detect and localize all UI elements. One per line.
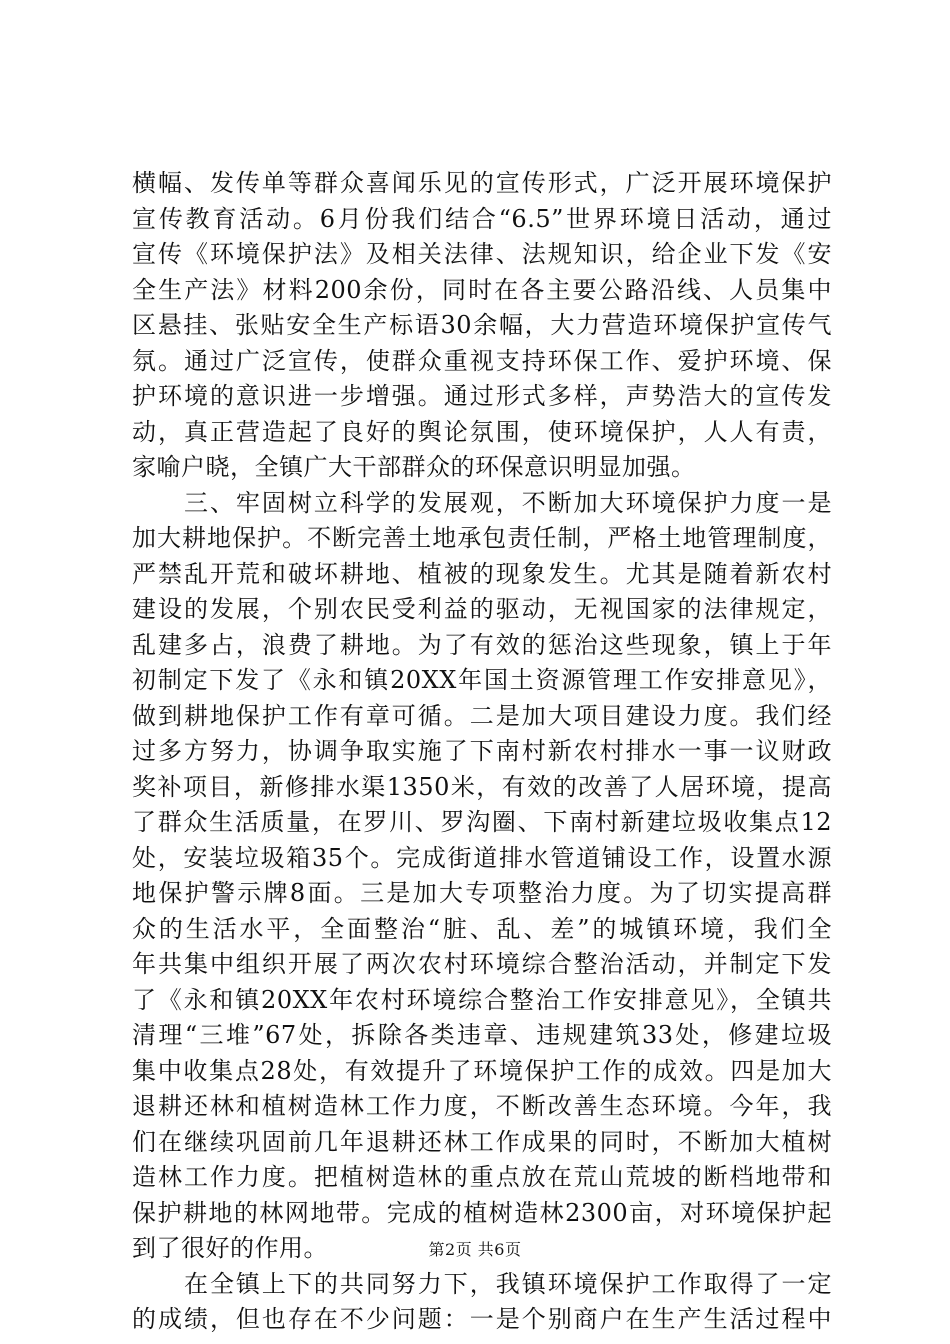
- text-line: 过多方努力，协调争取实施了下南村新农村排水一事一议财政: [132, 737, 832, 765]
- text-line: 氛。通过广泛宣传，使群众重视支持环保工作、爱护环境、保: [132, 346, 832, 375]
- document-body: [132, 166, 832, 1338]
- text-line: 造林工作力度。把植树造林的重点放在荒山荒坡的断档地带和: [132, 1163, 832, 1191]
- text-line: 在全镇上下的共同努力下，我镇环境保护工作取得了一定: [132, 1269, 832, 1298]
- text-line: 三、牢固树立科学的发展观，不断加大环境保护力度一是: [132, 488, 832, 517]
- text-line: 们在继续巩固前几年退耕还林工作成果的同时，不断加大植树: [132, 1127, 832, 1156]
- text-line: 家喻户晓，全镇广大干部群众的环保意识明显加强。: [132, 453, 696, 481]
- text-line: 区悬挂、张贴安全生产标语30余幅，大力营造环境保护宣传气: [132, 311, 832, 339]
- text-line: 宣传《环境保护法》及相关法律、法规知识，给企业下发《安: [132, 240, 832, 268]
- text-line: 严禁乱开荒和破坏耕地、植被的现象发生。尤其是随着新农村: [132, 559, 832, 588]
- text-line: 动，真正营造起了良好的舆论氛围，使环境保护，人人有责，: [132, 417, 832, 446]
- text-line: 乱建多占，浪费了耕地。为了有效的惩治这些现象，镇上于年: [132, 630, 832, 659]
- text-line: 集中收集点28处，有效提升了环境保护工作的成效。四是加大: [132, 1056, 832, 1085]
- text-line: 众的生活水平，全面整治“脏、乱、差”的城镇环境，我们全: [132, 914, 832, 943]
- text-line: 的成绩，但也存在不少问题：一是个别商户在生产生活过程中: [132, 1305, 832, 1333]
- text-line: 做到耕地保护工作有章可循。二是加大项目建设力度。我们经: [132, 701, 832, 730]
- text-line: 建设的发展，个别农民受利益的驱动，无视国家的法律规定，: [132, 595, 832, 623]
- text-line: 加大耕地保护。不断完善土地承包责任制，严格土地管理制度，: [132, 524, 832, 552]
- text-line: 保护耕地的林网地带。完成的植树造林2300亩，对环境保护起: [132, 1198, 832, 1227]
- text-line: 初制定下发了《永和镇20XX年国土资源管理工作安排意见》，: [132, 666, 832, 694]
- text-line: 奖补项目，新修排水渠1350米，有效的改善了人居环境，提高: [132, 772, 832, 801]
- text-line: 退耕还林和植树造林工作力度，不断改善生态环境。今年，我: [132, 1092, 832, 1120]
- text-line: 护环境的意识进一步增强。通过形式多样，声势浩大的宣传发: [132, 382, 832, 410]
- text-line: 清理“三堆”67处，拆除各类违章、违规建筑33处，修建垃圾: [132, 1021, 832, 1049]
- text-line: 处，安装垃圾箱35个。完成街道排水管道铺设工作，设置水源: [132, 843, 832, 872]
- text-line: 了群众生活质量，在罗川、罗沟圈、下南村新建垃圾收集点12: [132, 808, 832, 836]
- text-line: 全生产法》材料200余份，同时在各主要公路沿线、人员集中: [132, 275, 832, 304]
- text-line: 地保护警示牌8面。三是加大专项整治力度。为了切实提高群: [132, 879, 832, 907]
- text-line: 年共集中组织开展了两次农村环境综合整治活动，并制定下发: [132, 950, 832, 978]
- text-line: 了《永和镇20XX年农村环境综合整治工作安排意见》，全镇共: [132, 985, 832, 1014]
- text-line: 宣传教育活动。6月份我们结合“6.5”世界环境日活动，通过: [132, 204, 832, 233]
- page-footer: 第2页 共6页: [428, 1240, 522, 1259]
- text-line: 横幅、发传单等群众喜闻乐见的宣传形式，广泛开展环境保护: [132, 169, 832, 197]
- text-line: 到了很好的作用。: [132, 1234, 328, 1262]
